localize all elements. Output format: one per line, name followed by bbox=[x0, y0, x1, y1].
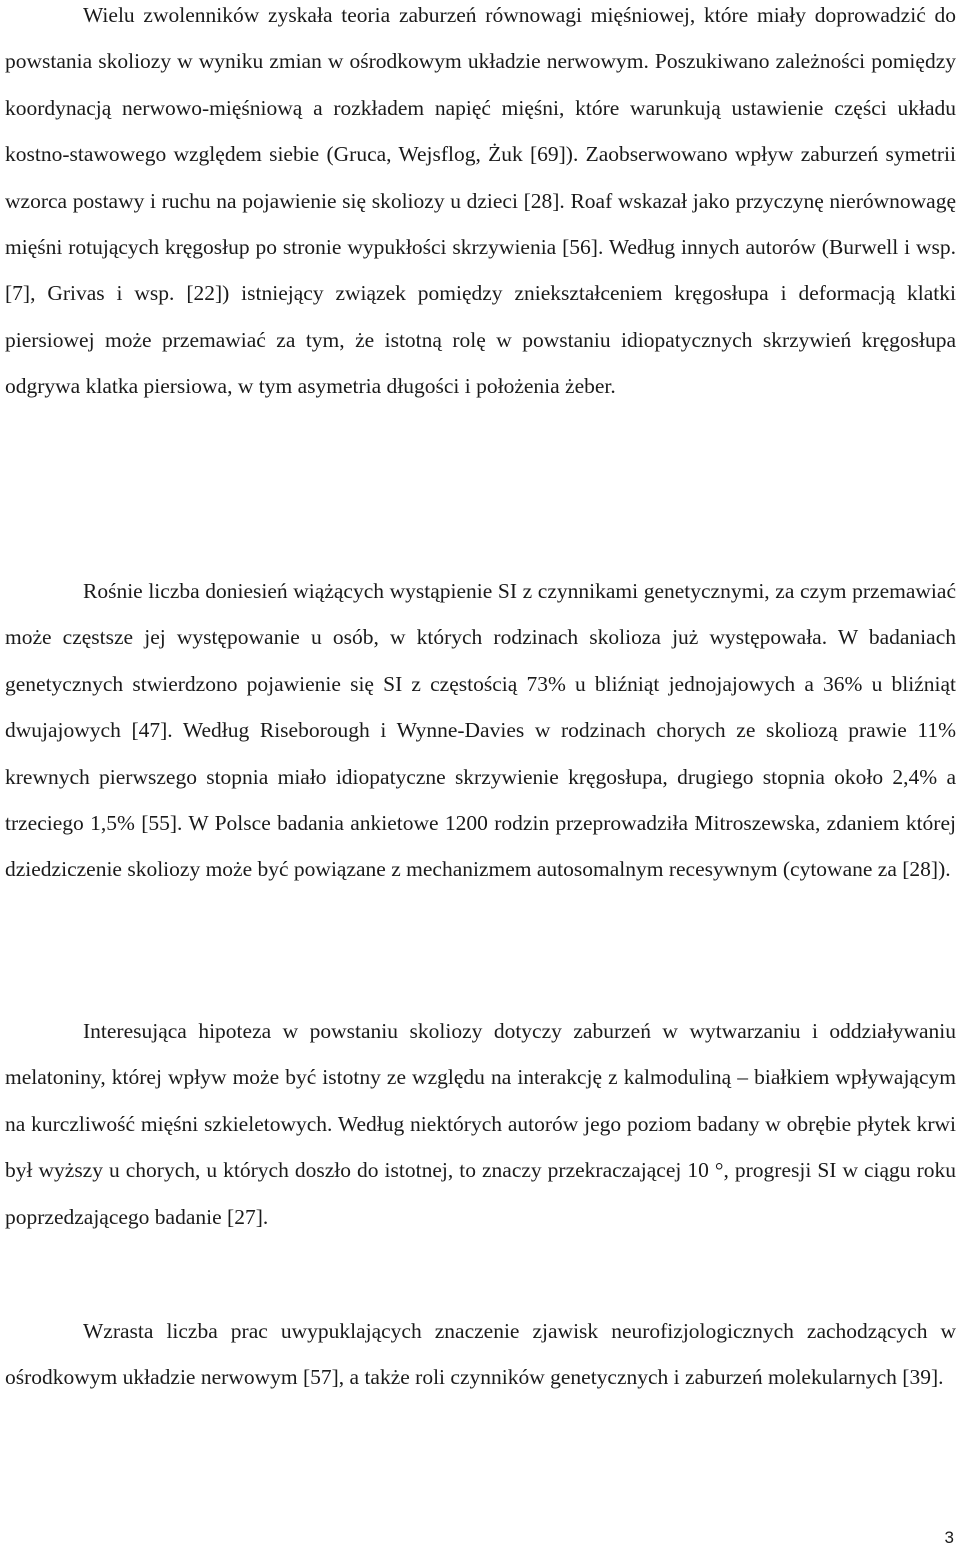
paragraph-genetic-factors: Rośnie liczba doniesień wiążących wystąpienie SI z czynnikami genetycznymi, za czym przemawiać może częstsze jej występowanie u osób, w których rodzinach skolioza już występowała. W badaniach genetycznych stwierdzono pojawienie się SI z częstością 73% u bliźniąt jednojajowych a 36% u bliźniąt dwujajowych [47]. Według Riseborough i Wynne-Davies w rodzinach chorych ze skoliozą prawie 11% krewnych pierwszego stopnia miało idiopatyczne skrzywienie kręgosłupa, drugiego stopnia około 2,4% a trzeciego 1,5% [55]. W Polsce badania ankietowe 1200 rodzin przeprowadziła Mitroszewska, zdaniem której dziedziczenie skoliozy może być powiązane z mechanizmem autosomalnym recesywnym (cytowane za [28]). bbox=[5, 579, 956, 882]
paragraph-melatonin-hypothesis: Interesująca hipoteza w powstaniu skoliozy dotyczy zaburzeń w wytwarzaniu i oddziaływaniu melatoniny, której wpływ może być istotny ze względu na interakcję z kalmoduliną – białkiem wpływającym na kurczliwość mięśni szkieletowych. Według niektórych autorów jego poziom badany w obrębie płytek krwi był wyższy u chorych, u których doszło do istotnej, to znaczy przekraczającej 10 °, progresji SI w ciągu roku poprzedzającego badanie [27]. bbox=[5, 1019, 956, 1229]
paragraph-neurophysiology-research: Wzrasta liczba prac uwypuklających znaczenie zjawisk neurofizjologicznych zachodzących w ośrodkowym układzie nerwowym [57], a także roli czynników genetycznych i zaburzeń molekularnych [39]. bbox=[5, 1319, 956, 1390]
page-number: 3 bbox=[944, 1528, 954, 1547]
paragraph-muscle-imbalance-theory: Wielu zwolenników zyskała teoria zaburzeń równowagi mięśniowej, które miały doprowadzić do powstania skoliozy w wyniku zmian w ośrodkowym układzie nerwowym. Poszukiwano zależności pomiędzy koordynacją nerwowo-mięśniową a rozkładem napięć mięśni, które warunkują ustawienie części układu kostno-stawowego względem siebie (Gruca, Wejsflog, Żuk [69]). Zaobserwowano wpływ zaburzeń symetrii wzorca postawy i ruchu na pojawienie się skoliozy u dzieci [28]. Roaf wskazał jako przyczynę nierównowagę mięśni rotujących kręgosłup po stronie wypukłości skrzywienia [56]. Według innych autorów (Burwell i wsp. [7], Grivas i wsp. [22]) istniejący związek pomiędzy zniekształceniem kręgosłupa i deformacją klatki piersiowej może przemawiać za tym, że istotną rolę w powstaniu idiopatycznych skrzywień kręgosłupa odgrywa klatka piersiowa, w tym asymetria długości i położenia żeber. bbox=[5, 3, 956, 399]
